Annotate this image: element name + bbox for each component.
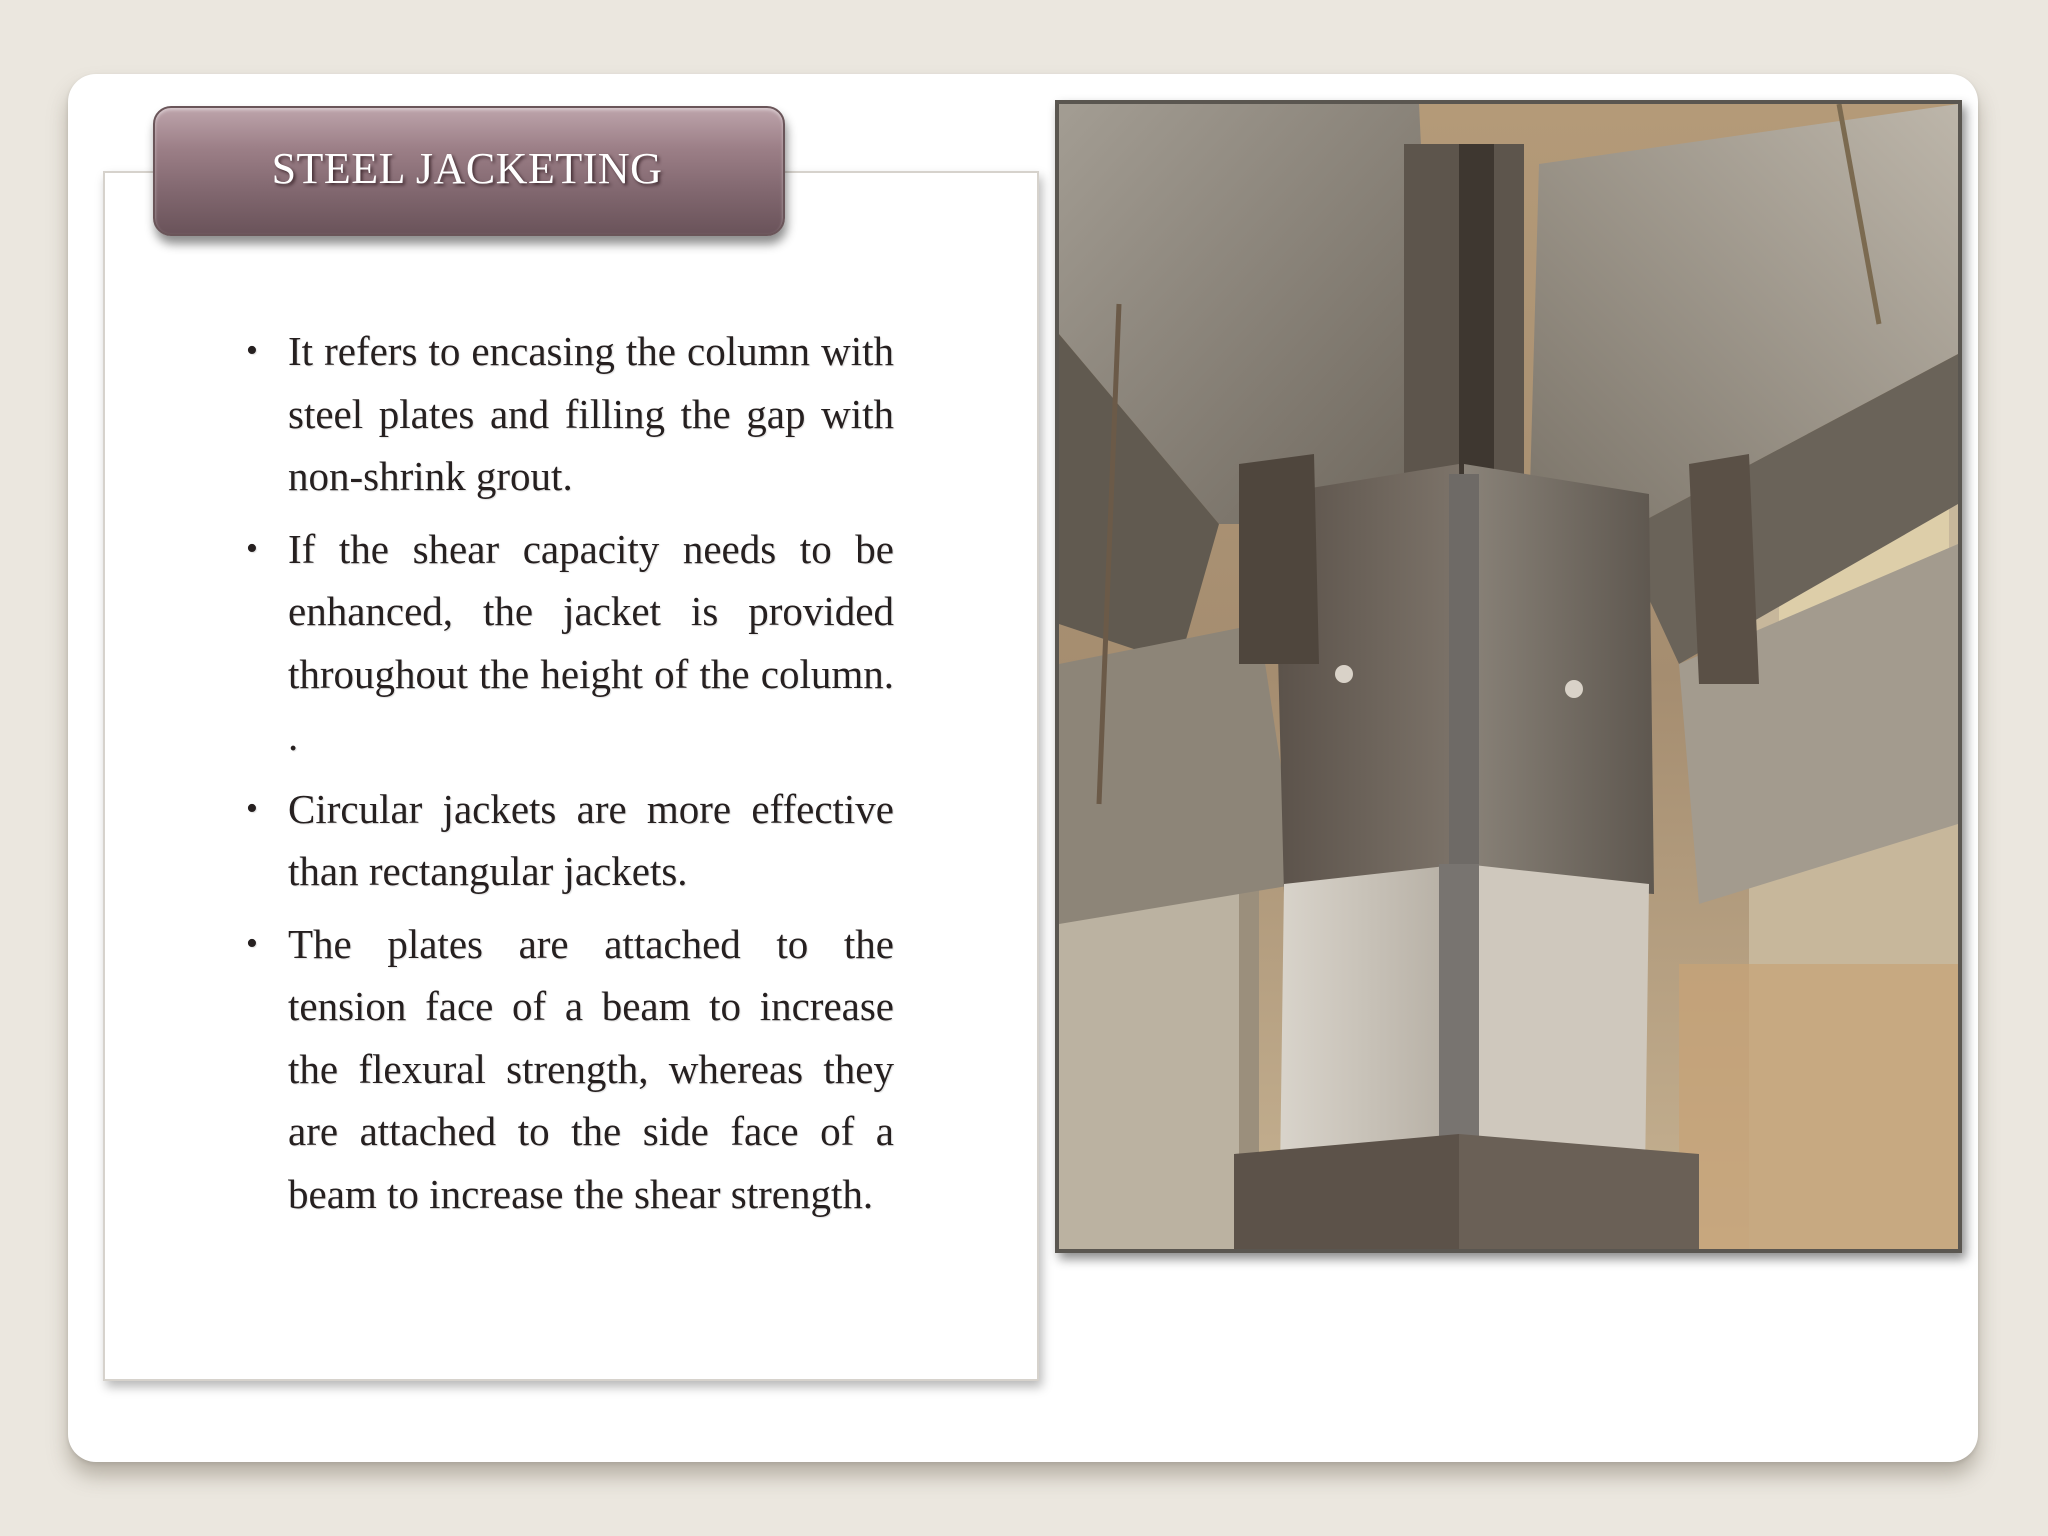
bullet-icon: • [246,529,258,567]
bullet-text: The plates are attached to the tension face of a beam to increase the flexural strength, whereas they are attached to the side face of a beam to increase the shear strength. [288,920,894,1217]
bullet-list [246,320,894,1235]
bullet-icon: • [246,332,258,369]
bullet-text: Circular jackets are more effective than rectangular jackets. [288,785,894,894]
column-illustration-icon [1059,104,1958,1249]
bullet-item [246,913,894,1226]
steel-jacketed-column-photo [1055,100,1962,1253]
bullet-text: If the shear capacity needs to be enhanced, the jacket is provided throughout the height of the column. . [288,525,894,759]
bullet-icon: • [246,789,258,827]
bullet-item [246,778,894,903]
bullet-text: It refers to encasing the column with steel plates and filling the gap with non-shrink grout. [288,328,894,499]
bullet-item [246,320,894,508]
bullet-icon: • [246,924,258,962]
slide-title: STEEL JACKETING [271,143,663,193]
bullet-item [246,518,894,768]
title-bar [153,106,785,236]
